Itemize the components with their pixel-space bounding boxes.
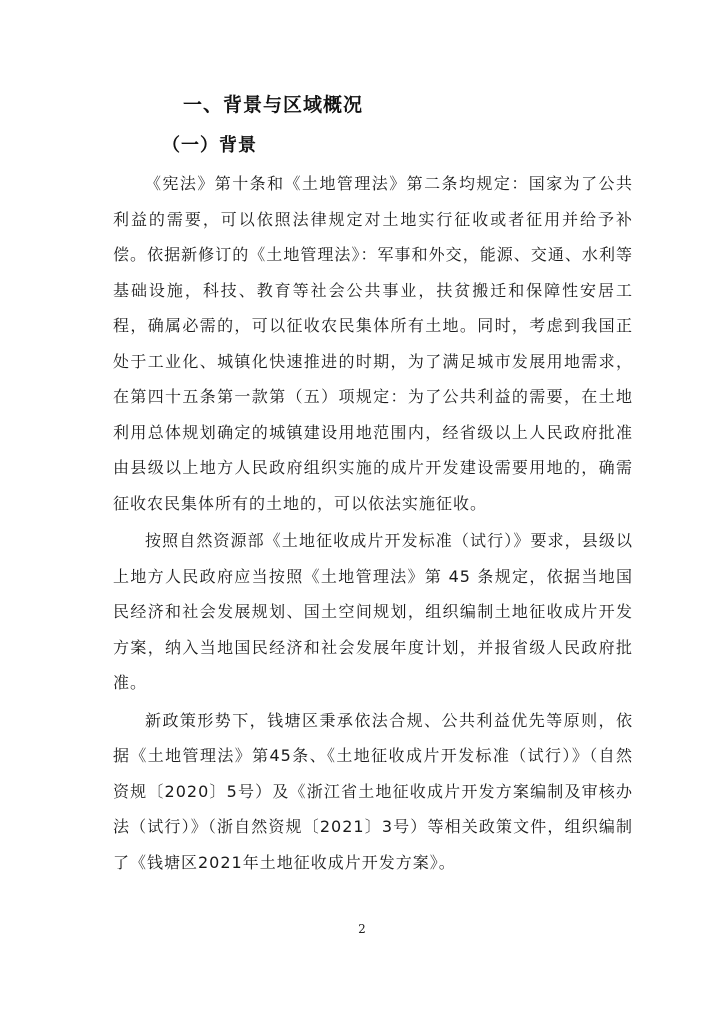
- page-number: 2: [358, 922, 366, 936]
- section-heading: 一、背景与区域概况: [183, 94, 364, 116]
- body-text: [113, 166, 633, 882]
- paragraph: 新政策形势下，钱塘区秉承依法合规、公共利益优先等原则，依据《土地管理法》第45条、《土地征收成片开发标准（试行）》（自然资规〔2020〕5号）及《浙江省土地征收成片开发方案编制及审核办法（试行）》（浙自然资规〔2021〕3号）等相关政策文件，组织编制了《钱塘区2021年土地征收成片开发方案》。: [113, 710, 633, 872]
- paragraph: 按照自然资源部《土地征收成片开发标准（试行）》要求，县级以上地方人民政府应当按照《土地管理法》第 45 条规定，依据当地国民经济和社会发展规划、国土空间规划，组织编制土地征收成片开发方案，纳入当地国民经济和社会发展年度计划，并报省级人民政府批准。: [113, 531, 633, 692]
- paragraph: 《宪法》第十条和《土地管理法》第二条均规定：国家为了公共利益的需要，可以依照法律规定对土地实行征收或者征用并给予补偿。依据新修订的《土地管理法》：军事和外交，能源、交通、水利等基础设施，科技、教育等社会公共事业，扶贫搬迁和保障性安居工程，确属必需的，可以征收农民集体所有土地。同时，考虑到我国正处于工业化、城镇化快速推进的时期，为了满足城市发展用地需求，在第四十五条第一款第（五）项规定：为了公共利益的需要，在土地利用总体规划确定的城镇建设用地范围内，经省级以上人民政府批准由县级以上地方人民政府组织实施的成片开发建设需要用地的，确需征收农民集体所有的土地的，可以依法实施征收。: [113, 174, 633, 513]
- subsection-heading: （一）背景: [162, 135, 257, 156]
